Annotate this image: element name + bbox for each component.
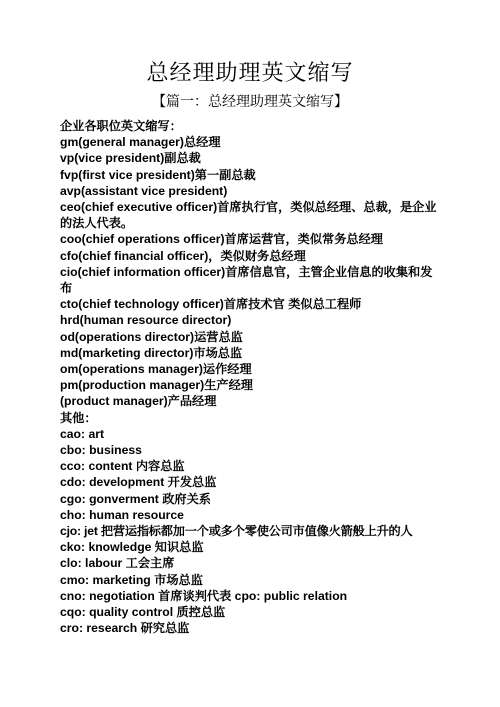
- list-item: md(marketing director)市场总监: [60, 345, 243, 360]
- list-item: cro: research 研究总监: [60, 621, 190, 636]
- list-item: cgo: gonverment 政府关系: [60, 491, 211, 506]
- document-subtitle: 【篇一：总经理助理英文缩写】: [152, 94, 348, 110]
- list-item: clo: labour 工会主席: [60, 556, 175, 571]
- list-item: ceo(chief executive officer)首席执行官，类似总经理、总裁，是企业的法人代表。: [60, 200, 437, 231]
- list-item: cbo: business: [60, 443, 142, 458]
- list-item: cqo: quality control 质控总监: [60, 605, 226, 620]
- list-item: cmo: marketing 市场总监: [60, 572, 203, 587]
- list-item: vp(vice president)副总裁: [60, 151, 201, 166]
- list-item: cno: negotiation 首席谈判代表 cpo: public relation: [60, 588, 348, 603]
- list-item: cio(chief information officer)首席信息官，主管企业信息的收集和发布: [60, 264, 433, 296]
- list-item: cdo: development 开发总监: [60, 475, 217, 490]
- document-body: [60, 118, 444, 637]
- section-heading-positions: 企业各职位英文缩写：: [60, 119, 182, 133]
- section-heading-other: 其他：: [60, 410, 97, 425]
- list-item: fvp(first vice president)第一副总裁: [60, 167, 256, 182]
- list-item: (product manager)产品经理: [60, 394, 217, 409]
- list-item: od(operations director)运营总监: [60, 329, 243, 344]
- list-item: cko: knowledge 知识总监: [60, 540, 204, 555]
- list-item: pm(production manager)生产经理: [60, 378, 253, 393]
- list-item: gm(general manager)总经理: [60, 135, 221, 150]
- list-item: hrd(human resource director): [60, 313, 232, 328]
- list-item: coo(chief operations officer)首席运营官，类似常务总经理: [60, 232, 383, 247]
- list-item: cao: art: [60, 426, 105, 441]
- list-item: cjo: jet 把营运指标都加一个或多个零使公司市值像火箭般上升的人: [60, 524, 413, 539]
- document-title: 总经理助理英文缩写: [146, 61, 354, 86]
- list-item: cho: human resource: [60, 507, 184, 522]
- list-item: cfo(chief financial officer)，类似财务总经理: [60, 248, 306, 263]
- list-item: avp(assistant vice president): [60, 183, 228, 198]
- list-item: cco: content 内容总监: [60, 459, 185, 474]
- list-item: cto(chief technology officer)首席技术官 类似总工程师: [60, 297, 362, 312]
- list-item: om(operations manager)运作经理: [60, 362, 252, 377]
